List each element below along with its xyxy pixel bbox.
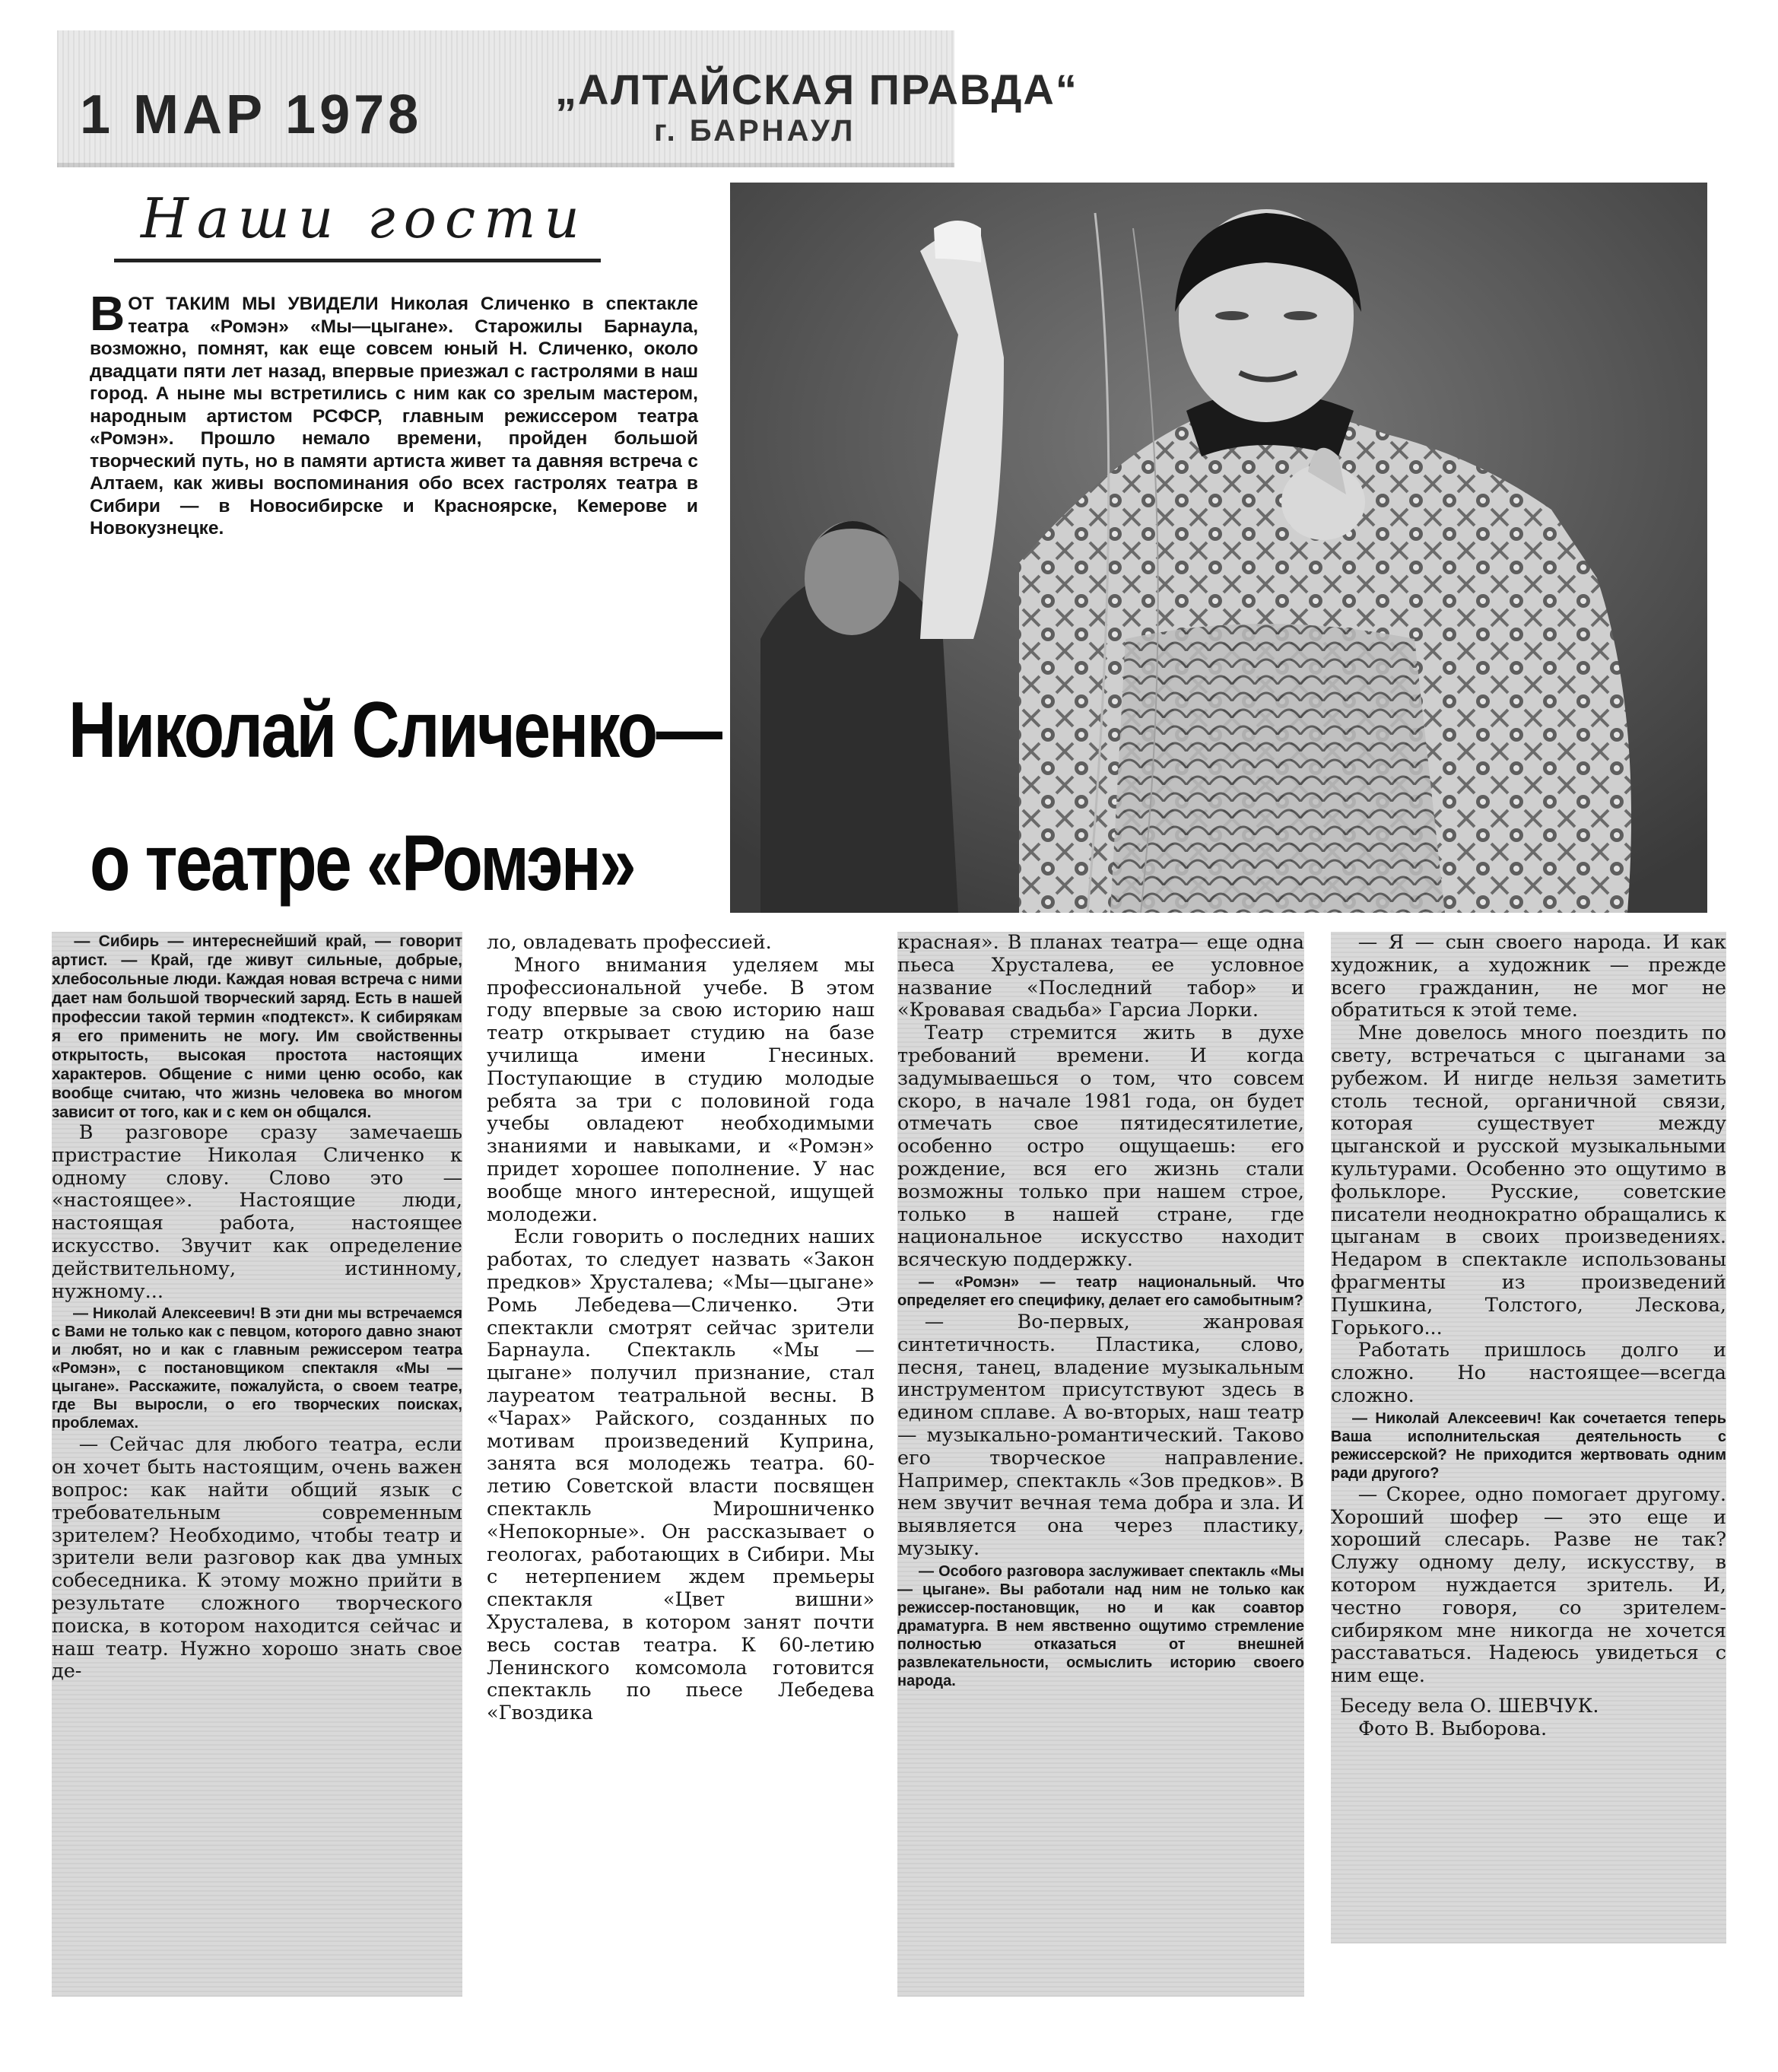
performer-photo: [730, 183, 1707, 913]
intro-lead: [90, 286, 698, 540]
article-paragraph: — Сибирь — интереснейший край, — говорит артист. — Край, где живут сильные, добрые, хлебосольные люди. Каждая новая встреча с ними дает нам большой творческий заряд. Есть в нашей профессии такой термин «подтекст». К сибирякам я его применить не могу. Им свойственны открытость, высокая простота настоящих характеров. Общение с ними ценю особо, как вообще считаю, что жизнь человека во многом зависит от того, как и с кем он общался.: [52, 933, 462, 1121]
headline-line-2: о театре «Ромэн»: [90, 819, 635, 907]
newspaper-city: г. БАРНАУЛ: [654, 114, 856, 148]
performer-photo-illustration: [730, 183, 1707, 913]
article-paragraph: ло, овладевать профессией.: [487, 931, 772, 954]
article-paragraph: Работать пришлось долго и сложно. Но настоящее—всегда сложно.: [1331, 1339, 1726, 1407]
article-paragraph: Мне довелось много поездить по свету, встречаться с цыганами за рубежом. И нигде нельзя заметить столь тесной, органичной связи, которая существует между цыганской и русской музыкальными культурами. Особенно это ощутимо в фольклоре. Русские, советские писатели неоднократно обращались к цыганам в своих произведениях. Недаром в спектакле использованы фрагменты из произведений Пушкина, Толстого, Лескова, Горького...: [1331, 1022, 1726, 1339]
interview-question: — Николай Алексеевич! Как сочетается теперь Ваша исполнительская деятельность с режиссерской? Не приходится жертвовать одним ради другого?: [1331, 1409, 1726, 1482]
headline-line-1: Николай Сличенко—: [68, 686, 721, 774]
interview-question: — Николай Алексеевич! В эти дни мы встречаемся с Вами не только как с певцом, которого давно знают и любят, но и как с главным режиссером театра «Ромэн», с постановщиком спектакля «Мы — цыгане». Расскажите, пожалуйста, о своем театре, где Вы выросли, о его творческих поисках, проблемах.: [52, 1305, 462, 1432]
article-column-4: [1331, 932, 1726, 1943]
article-paragraph: — Я — сын своего народа. И как художник, а художник — прежде всего гражданин, не мог не обратиться к этой теме.: [1331, 931, 1726, 1022]
photo-credit: Фото В. Выборова.: [1358, 1717, 1548, 1740]
intro-dropcap: В: [90, 286, 125, 341]
newspaper-name: „АЛТАЙСКАЯ ПРАВДА“: [555, 65, 1078, 113]
article-paragraph: красная». В планах театра— еще одна пьеса Хрусталева, ее условное название «Последний табор» и «Кровавая свадьба» Гарсиа Лорки.: [897, 931, 1304, 1022]
interview-question: — Особого разговора заслуживает спектакль «Мы — цыгане». Вы работали над ним не только как режиссер-постановщик, но и как соавтор драматурга. В нем явственно ощутимо стремление полностью отказаться от внешней развлекательности, осмыслить историю своего народа.: [897, 1562, 1304, 1689]
article-paragraph: — Скорее, одно помогает другому. Хороший шофер — это еще и хороший слесарь. Разве не так? Служу одному делу, искусству, в котором нуждается зритель. И, честно говоря, со зрителем-сибиряком мне никогда не хочется расставаться. Надеюсь увидеться с ним еще.: [1331, 1482, 1726, 1688]
article-paragraph: — Во-первых, жанровая синтетичность. Пластика, слово, песня, танец, владение музыкальным инструментом присутствуют здесь в едином сплаве. А во-вторых, наш театр — музыкально-романтический. Таково его творческое направление. Например, спектакль «Зов предков». В нем звучит вечная тема добра и зла. И выявляется она через пластику, музыку.: [897, 1310, 1304, 1560]
article-column-1: [52, 932, 462, 1997]
article-paragraph: — Сейчас для любого театра, если он хочет быть настоящим, очень важен вопрос: как найти общий язык с требовательным современным зрителем? Необходимо, чтобы театр и зрители вели разговор как два умных собеседника. К этому можно прийти в результате сложного творческого поиска, в котором находится сейчас и наш театр. Нужно хорошо знать свое де-: [52, 1433, 462, 1683]
rubric-title: Наши гости: [141, 186, 588, 250]
article-paragraph: Много внимания уделяем мы профессиональной учебе. В этом году впервые за свою историю наш театр открывает студию на базе училища имени Гнесиных. Поступающие в студию молодые ребята за три с половиной года учебы овладеют необходимыми знаниями и навыками, и «Ромэн» придет хорошее пополнение. У нас вообще много интересной, ищущей молодежи.: [487, 953, 875, 1226]
article-paragraph: В разговоре сразу замечаешь пристрастие Николая Сличенко к одному слову. Слово это — «настоящее». Настоящие люди, настоящая работа, настоящее искусство. Звучит как определение действительному, истинному, нужному...: [52, 1121, 462, 1303]
interviewer-credit: Беседу вела О. ШЕВЧУК.: [1340, 1694, 1599, 1718]
intro-text: ОТ ТАКИМ МЫ УВИДЕЛИ Николая Сличенко в спектакле театра «Ромэн» «Мы—цыгане». Старожилы Барнаула, возможно, помнят, как еще совсем юный Н. Сличенко, около двадцати пяти лет назад, впервые приезжал с гастролями в наш город. А ныне мы встретились с ним как со зрелым мастером, народным артистом РСФСР, главным режиссером театра «Ромэн». Прошло немало времени, пройден большой творческий путь, но в памяти артиста живет та давняя встреча с Алтаем, как живы воспоминания обо всех гастролях театра в Сибири — в Новосибирске и Красноярске, Кемерове и Новокузнецке.: [90, 294, 698, 539]
issue-date: 1 МАР 1978: [80, 84, 423, 145]
rubric-underline: [114, 259, 601, 262]
article-column-3: [897, 932, 1304, 1997]
article-paragraph: Если говорить о последних наших работах, то следует назвать «Закон предков» Хрусталева; «Мы—цыгане» Ромь Лебедева—Сличенко. Эти спектакли смотрят сейчас зрители Барнаула. Спектакль «Мы — цыгане» получил признание, стал лауреатом театральной весны. В «Чарах» Райского, созданных по мотивам произведений Куприна, занята вся молодежь театра. 60-летию Советской власти посвящен спектакль Мирошниченко «Непокорные». Он рассказывает о геологах, работающих в Сибири. Мы с нетерпением ждем премьеры спектакля «Цвет вишни» Хрусталева, в котором занят почти весь состав театра. К 60-летию Ленинского комсомола готовится спектакль по пьесе Лебедева «Гвоздика: [487, 1225, 875, 1725]
article-paragraph: Театр стремится жить в духе требований времени. И когда задумываешься о том, что совсем скоро, в начале 1981 года, он будет отмечать свое пятидесятилетие, особенно остро ощущаешь: его рождение, вся его жизнь стали возможны только при нашем строе, только в нашей стране, где национальное искусство находит всяческую поддержку.: [897, 1022, 1304, 1272]
interview-question: — «Ромэн» — театр национальный. Что определяет его специфику, делает его самобытным?: [897, 1273, 1304, 1309]
article-column-2: [487, 932, 875, 1974]
